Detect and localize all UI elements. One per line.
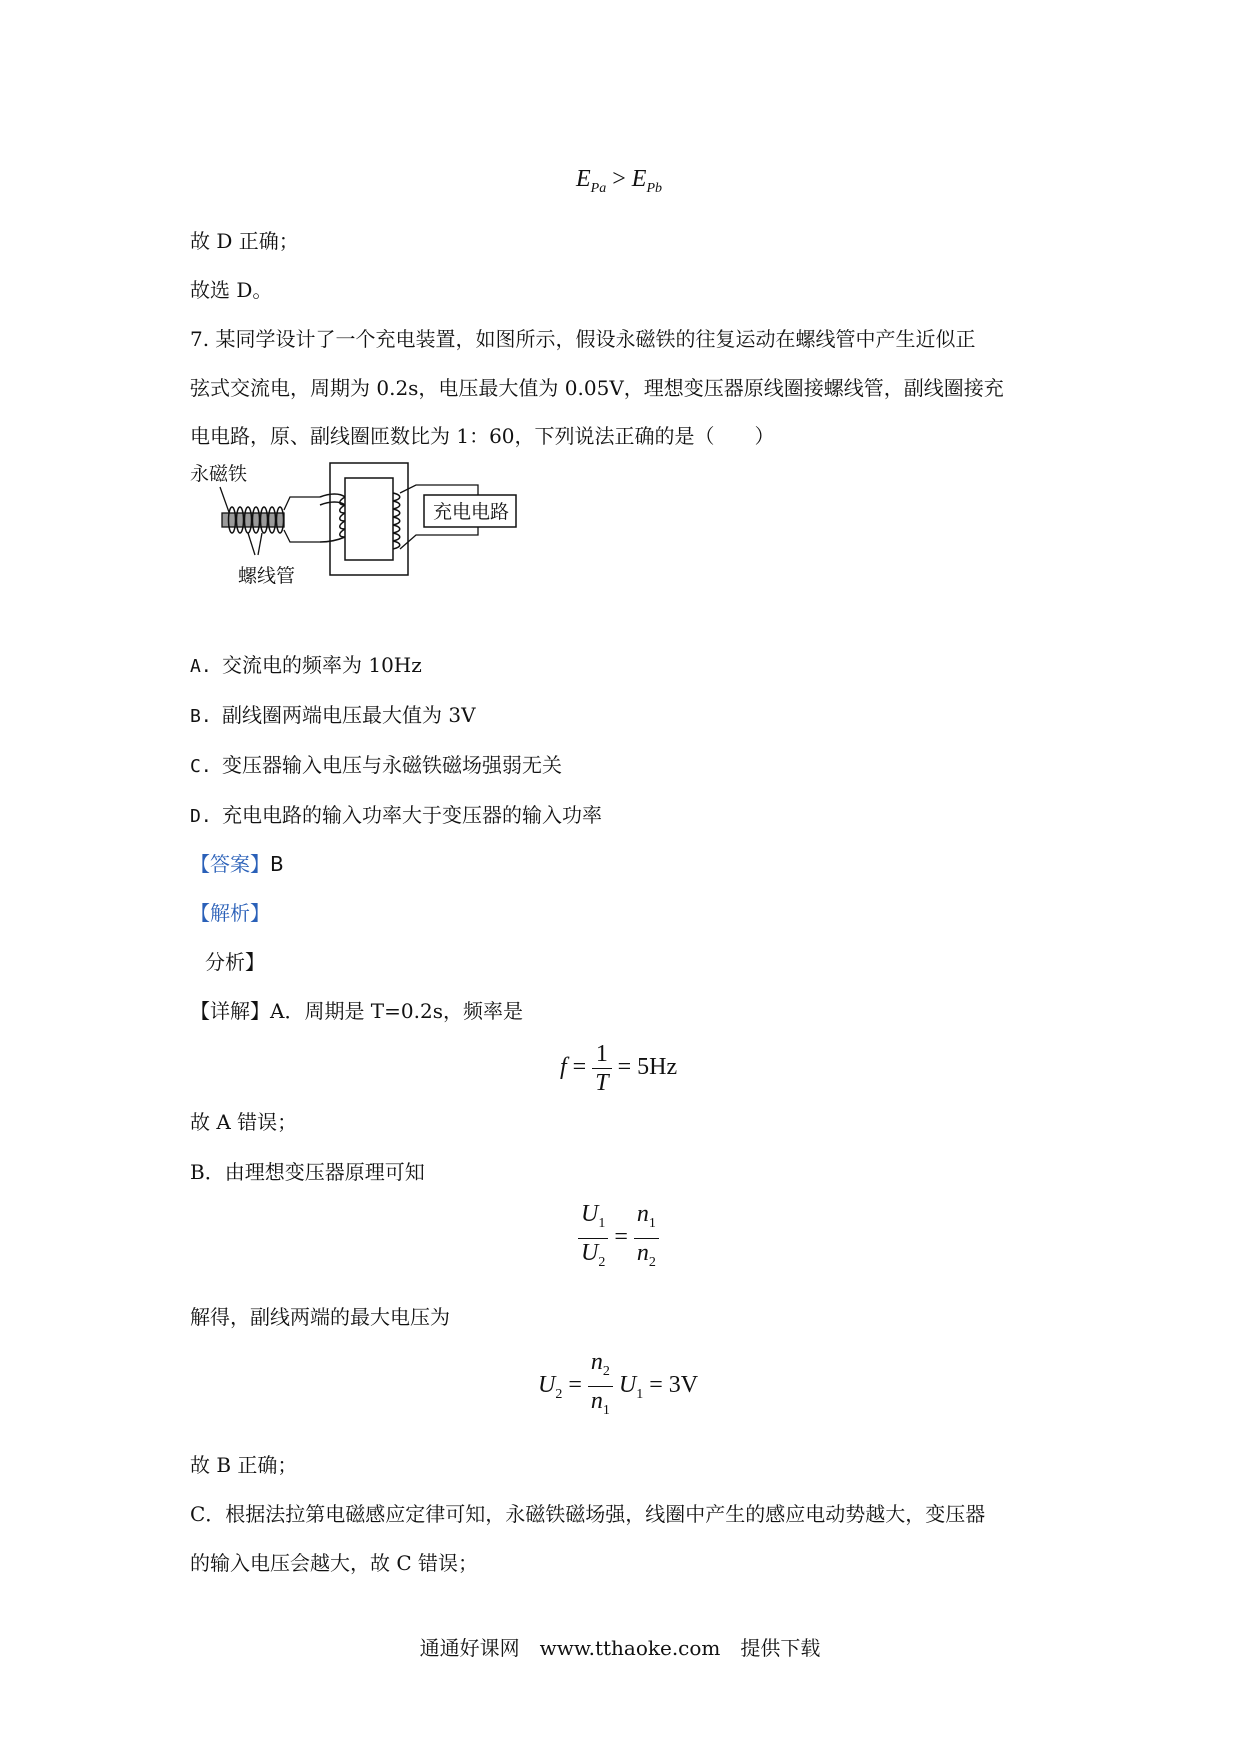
eq-ratio-u-fraction [578,1200,608,1277]
primary-coil [320,494,345,542]
charging-device-figure [190,455,530,595]
page-footer: 通通好课网 www.tthaoke.com 提供下载 [419,1636,821,1660]
option-b [190,700,476,732]
secondary-lead-top [400,485,478,495]
option-c-text: 变压器输入电压与永磁铁磁场强弱无关 [222,753,562,777]
eq-greater-than: > [612,166,626,192]
analysis-sub: 分析】 [205,950,265,974]
solenoid-lead-top [284,497,320,510]
eq-ratio-n-fraction [634,1200,659,1277]
question-7-line-3: 电电路，原、副线圈匝数比为 1：60，下列说法正确的是（ ） [190,424,775,448]
eq-ratio-n2: $n_2$ [636,1240,656,1270]
question-7-line-2: 弦式交流电，周期为 0.2s，电压最大值为 0.05V，理想变压器原线圈接螺线管，副线圈接充 [190,376,1004,400]
eq-u2-n2: $n_2$ [588,1348,613,1387]
eq-f-equals: = [572,1054,587,1081]
eq-f-fraction [592,1040,611,1097]
option-c-key: C. [190,756,212,777]
equation-secondary-voltage [538,1348,698,1425]
eq-symbol-e-2: E [631,166,647,192]
eq-symbol-e: E [576,166,591,192]
equation-turns-ratio [578,1200,659,1277]
transformer-core-outer [330,463,408,575]
equation-frequency [560,1040,677,1097]
solenoid-label: 螺线管 [238,565,296,587]
text-d-correct: 故 D 正确； [190,229,299,253]
option-d [190,800,602,832]
secondary-coil [393,493,400,549]
eq-u2-fraction [588,1348,613,1425]
charging-circuit-label: 充电电路 [433,501,510,523]
question-7-line-1: 7. 某同学设计了一个充电装置，如图所示，假设永磁铁的往复运动在螺线管中产生近似正 [190,327,976,351]
detail-a-wrong: 故 A 错误； [190,1110,298,1134]
eq-ratio-u2: $U_2$ [581,1240,606,1270]
eq-subscript-pa: Pa [590,181,607,196]
option-d-key: D. [190,806,212,827]
option-a-key: A. [190,656,212,677]
solenoid-pointer-1 [248,533,255,555]
solenoid-pointer-2 [258,533,262,555]
eq-ratio-n1: $n_1$ [634,1200,659,1239]
detail-solve: 解得，副线两端的最大电压为 [190,1305,450,1329]
magnet-pointer [220,487,230,515]
magnet-label: 永磁铁 [190,463,248,485]
eq-f-symbol: f [560,1054,567,1081]
option-d-text: 充电电路的输入功率大于变压器的输入功率 [222,803,602,827]
eq-f-denominator: T [595,1070,609,1096]
equation-potential-energy [576,166,662,197]
eq-f-result: = 5Hz [617,1054,678,1081]
detail-line-1: 【详解】A．周期是 T=0.2s，频率是 [190,999,523,1023]
detail-b-intro: B．由理想变压器原理可知 [190,1160,425,1184]
transformer-core-inner [345,478,393,560]
eq-u2-equals: = [568,1372,582,1399]
detail-c-line-2: 的输入电压会越大，故 C 错误； [190,1551,479,1575]
eq-f-numerator: 1 [592,1040,611,1069]
eq-u2-n1: $n_1$ [590,1388,610,1418]
option-b-text: 副线圈两端电压最大值为 3V [222,703,476,727]
secondary-lead-bottom [400,527,478,549]
eq-u2-u1: $U_1$ [618,1372,644,1403]
answer-line [190,849,284,879]
eq-subscript-pb: Pb [646,181,663,196]
option-a [190,650,422,682]
answer-label: 【答案】 [190,852,270,876]
option-c [190,750,562,782]
text-choose-d: 故选 D。 [190,278,273,302]
option-b-key: B. [190,706,212,727]
answer-value: B [270,852,284,876]
eq-u2-lhs: $U_2$ [538,1372,563,1403]
analysis-label: 【解析】 [190,901,270,925]
detail-b-correct: 故 B 正确； [190,1453,298,1477]
option-a-text: 交流电的频率为 10Hz [222,653,422,677]
solenoid-lead-bottom [284,530,320,542]
eq-u2-result: = 3V [649,1372,699,1399]
eq-ratio-u1: $U_1$ [578,1200,608,1239]
eq-ratio-equals: = [614,1224,628,1251]
detail-c-line-1: C．根据法拉第电磁感应定律可知，永磁铁磁场强，线圈中产生的感应电动势越大，变压器 [190,1502,986,1526]
